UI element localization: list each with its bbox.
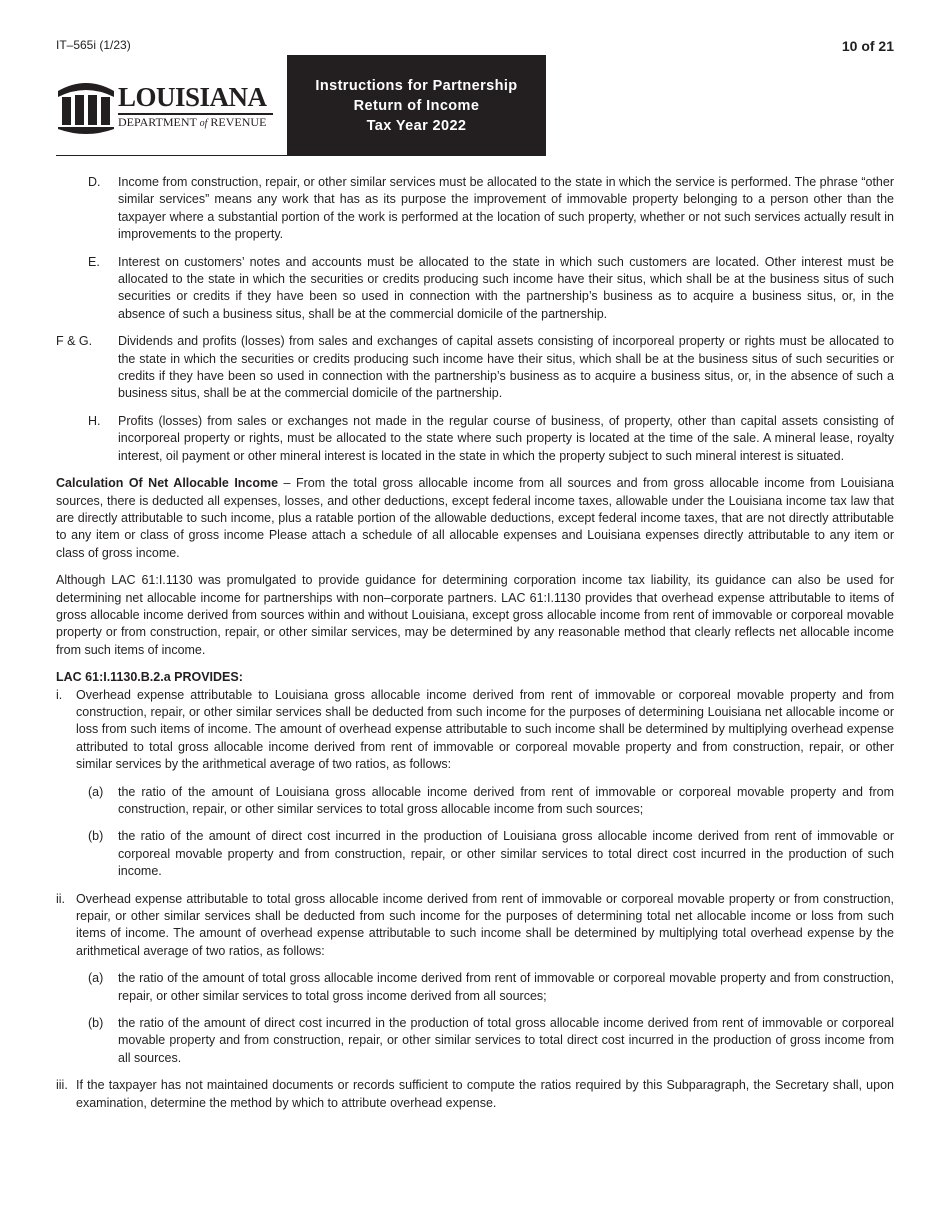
roman-i-label: i.: [56, 687, 63, 702]
roman-ii-label: ii.: [56, 891, 66, 906]
roman-i-sub-b: [56, 828, 894, 880]
roman-i-sub-a: [56, 784, 894, 819]
louisiana-columns-icon: [56, 77, 116, 135]
title-line-3: Tax Year 2022: [366, 117, 467, 134]
roman-i: [56, 687, 894, 774]
form-id: IT–565i (1/23): [56, 38, 131, 52]
roman-i-sub-a-text: the ratio of the amount of Louisiana gross allocable income derived from rent of immovable or corporeal movable property and from construction, repair, or other similar services to total gross allocable income from such sources;: [118, 784, 894, 816]
calc-paragraph: [56, 475, 894, 562]
roman-iii-label: iii.: [56, 1078, 68, 1093]
title-line-1: Instructions for Partnership: [315, 77, 518, 94]
item-h-text: Profits (losses) from sales or exchanges not made in the regular course of business, of property, other than capital assets consisting of incorporeal property or rights, must be allocated to the state where such property is located at the time of the sale. A mineral lease, royalty interest, oil payment or other mineral interest is located in the state in which the property subject to such mineral interest is situated.: [118, 413, 894, 463]
item-e-label: E.: [88, 254, 100, 269]
roman-ii-sub-a-text: the ratio of the amount of total gross allocable income derived from rent of immovable or corporeal movable property and from construction, repair, or other similar services to total gross income derived from all sources;: [118, 971, 894, 1003]
logo-wordmark: LOUISIANA: [118, 82, 267, 112]
item-fg-label: F & G.: [56, 334, 93, 349]
item-h-label: H.: [88, 413, 101, 428]
logo-department: [118, 115, 266, 130]
roman-ii-sub-a-label: (a): [88, 971, 104, 986]
provides-heading: LAC 61:I.1130.B.2.a PROVIDES:: [56, 670, 243, 685]
logo-dept-post: REVENUE: [210, 115, 267, 129]
item-fg: [56, 333, 894, 403]
logo-dept-of: of: [199, 118, 208, 129]
roman-iii: [56, 1077, 894, 1112]
document-title-box: [287, 55, 546, 156]
logo-block: [56, 55, 287, 156]
roman-ii-sub-b: [56, 1015, 894, 1067]
although-paragraph: Although LAC 61:I.1130 was promulgated to provide guidance for determining corporation income tax liability, its guidance can also be used for determining net allocable income for partnerships with non–corporate partners. LAC 61:I.1130 provides that overhead expense attributable to items of gross allocable income derived from sources within and without Louisiana, except gross allocable income from rent of immovable or corporeal movable property or from construction, repair, or other similar services, may be determined by any reasonable method that clearly reflects net allocable income from such items of income.: [56, 573, 894, 657]
item-d: [56, 174, 894, 244]
roman-i-sub-b-label: (b): [88, 829, 104, 844]
roman-ii-sub-b-text: the ratio of the amount of direct cost incurred in the production of total gross allocable income derived from rent of immovable or corporeal movable property and from construction, repair, or other similar services to total direct cost incurred in the production of gross income from all sources.: [118, 1016, 894, 1065]
calc-heading: Calculation Of Net Allocable Income: [56, 476, 279, 491]
document-body: [56, 174, 894, 1112]
roman-iii-text: If the taxpayer has not maintained documents or records sufficient to compute the ratios required by this Subparagraph, the Secretary shall, upon examination, determine the method by which to attribute overhead expense.: [76, 1078, 894, 1110]
roman-i-sub-a-label: (a): [88, 784, 104, 799]
item-d-label: D.: [88, 175, 101, 189]
item-d-text: Income from construction, repair, or other similar services must be allocated to the state in which the service is performed. The phrase “other similar services” means any work that has as its purpose the improvement of immovable property belonging to a person other than the taxpayer where a substantial portion of the work is performed at the location of such property, whether or not such services actually result in improvements to the property.: [118, 175, 894, 242]
page-number: 10 of 21: [841, 38, 894, 54]
logo-dept-pre: DEPARTMENT: [118, 115, 197, 129]
roman-ii-sub-b-label: (b): [88, 1016, 104, 1031]
roman-i-sub-b-text: the ratio of the amount of direct cost incurred in the production of Louisiana gross allocable income derived from rent of immovable or corporeal movable property and from construction, repair, or other similar services to total direct cost incurred in the production of such income.: [118, 829, 894, 879]
item-e: [56, 254, 894, 324]
roman-ii-sub-a: [56, 970, 894, 1005]
roman-ii-text: Overhead expense attributable to total gross allocable income derived from rent of immovable or corporeal movable property or from construction, repair, or other similar services shall be deducted from such income for the purposes of determining total net allocable income or loss from such items of income. The amount of overhead expense attributable to such income shall be determined by multiplying total overhead expense by the arithmetical average of two ratios, as follows:: [76, 891, 894, 958]
title-line-2: Return of Income: [353, 97, 480, 114]
item-h: [56, 413, 894, 465]
item-e-text: Interest on customers’ notes and accounts must be allocated to the state in which such customers are located. Other interest must be allocated to the state in which the securities or credits producing such income have their situs, which shall be at the business situs of such securities or credits if they have been so used in connection with the partnership’s business as to acquire a business situs, or, in the absence of such a business situs, shall be at the commercial domicile of the partnership.: [118, 254, 894, 321]
item-fg-text: Dividends and profits (losses) from sales and exchanges of capital assets consisting of incorporeal property or rights must be allocated to the state in which the securities or credits producing such income have their situs, which shall be at the business situs of such securities or credits if they have been so used in connection with the partnership’s business as to acquire a business situs, or, in the absence of such a business situs, shall be at the commercial domicile of the partnership.: [118, 334, 894, 401]
roman-i-text: Overhead expense attributable to Louisiana gross allocable income derived from rent of immovable or corporeal movable property and from construction, repair, or other similar services shall be deducted from such income for the purposes of determining Louisiana net allocable income or loss from such items of income. The amount of overhead expense attributable to such income shall be determined by multiplying overhead expense attributed to total gross allocable income derived from rent of immovable or corporeal movable property and from construction, repair, or other similar services by the arithmetical average of two ratios, as follows:: [76, 687, 894, 772]
calc-text: – From the total gross allocable income from all sources and from gross allocable income from Louisiana sources, there is deducted all expenses, losses, and other deductions, except federal income taxes, allowable under the Louisiana income tax law that are directly attributable to such income, plus a ratable portion of the allowable deductions, except federal income taxes, that are not directly attributable to any item or class of gross income Please attach a schedule of all allocable expenses and Louisiana expenses directly attributable to any item or class of gross income.: [56, 476, 894, 560]
roman-ii: [56, 891, 894, 961]
